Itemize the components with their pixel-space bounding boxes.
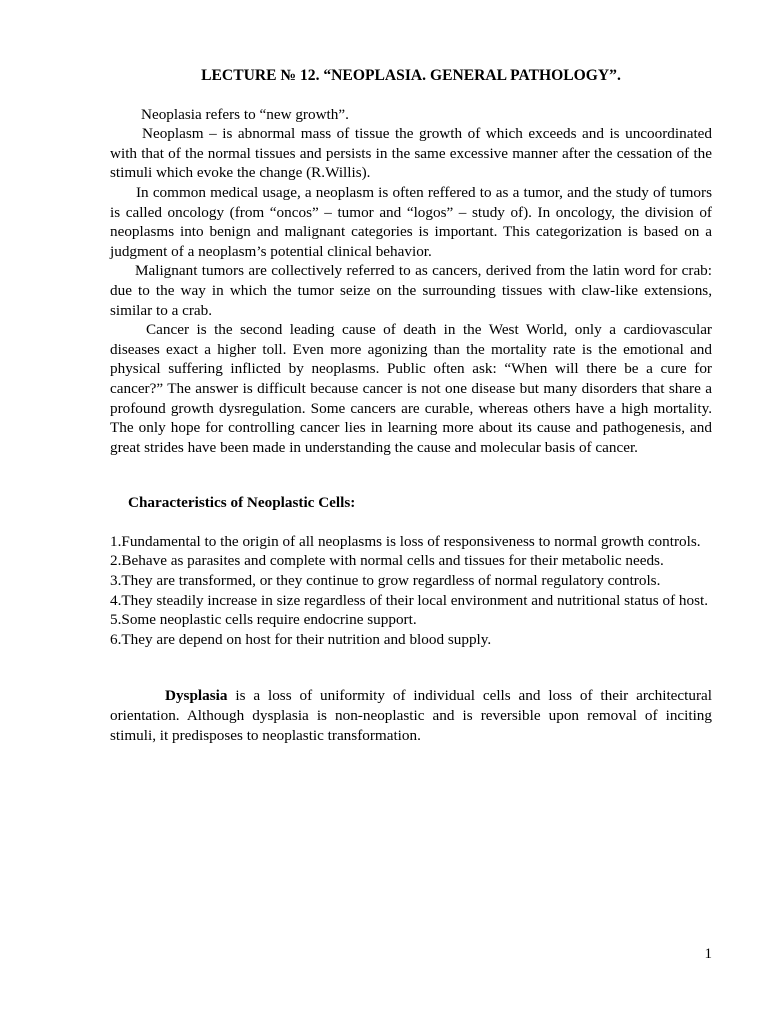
list-item-text: They are depend on host for their nutrition and blood supply.	[121, 630, 492, 648]
characteristics-heading: Characteristics of Neoplastic Cells:	[128, 494, 356, 512]
paragraph-cancer: Cancer is the second leading cause of death in the West World, only a cardiovascular diseases exact a higher toll. Even more agonizing than the mortality rate is the emotional and physical suffering inflicted by neoplasms. Public often ask: “When will there be a cure for cancer?” The answer is difficult because cancer is not one disease but many disorders that share a profound growth dysregulation. Some cancers are curable, whereas others have a high mortality. The only hope for controlling cancer lies in learning more about its cause and pathogenesis, and great strides have been made in understanding the cause and molecular basis of cancer.	[110, 321, 712, 456]
dysplasia-definition: is a loss of uniformity of individual cells and loss of their architectural orientation. Although dysplasia is non-neoplastic and is reversible upon removal of inciting stimuli, it predisposes to neoplastic transformation.	[110, 687, 712, 744]
list-item-number: 5.	[110, 611, 122, 629]
list-item-text: They steadily increase in size regardless of their local environment and nutritional status of host.	[121, 591, 709, 609]
list-item-text: Fundamental to the origin of all neoplasms is loss of responsiveness to normal growth controls.	[121, 532, 701, 550]
list-item-text: They are transformed, or they continue to grow regardless of normal regulatory controls.	[121, 572, 661, 590]
paragraph-malignant-tumors: Malignant tumors are collectively referred to as cancers, derived from the latin word for crab: due to the way in which the tumor seize on the surrounding tissues with claw-like extensions, similar to a crab.	[110, 262, 712, 319]
list-item	[110, 551, 712, 571]
list-item-number: 1.	[110, 532, 122, 550]
list-item-number: 3.	[110, 572, 122, 590]
list-item	[110, 630, 712, 650]
lecture-title: LECTURE № 12. “NEOPLASIA. GENERAL PATHOLOGY”.	[201, 67, 621, 84]
list-item	[110, 571, 712, 591]
list-item	[110, 591, 712, 611]
paragraph-neoplasia-definition: Neoplasia refers to “new growth”.	[141, 105, 349, 123]
list-item-number: 6.	[110, 630, 122, 648]
list-item-text: Some neoplastic cells require endocrine support.	[121, 611, 417, 629]
paragraph-neoplasm-definition: Neoplasm – is abnormal mass of tissue the growth of which exceeds and is uncoordinated with that of the normal tissues and persists in the same excessive manner after the cessation of the stimuli which evoke the change (R.Willis).	[110, 125, 712, 182]
list-item	[110, 532, 712, 552]
paragraph-oncology: In common medical usage, a neoplasm is often reffered to as a tumor, and the study of tumors is called oncology (from “oncos” – tumor and “logos” – study of). In oncology, the division of neoplasms into benign and malignant categories is important. This categorization is based on a judgment of a neoplasm’s potential clinical behavior.	[110, 183, 712, 260]
list-item-number: 4.	[110, 591, 122, 609]
list-item-text: Behave as parasites and complete with normal cells and tissues for their metabolic needs.	[121, 552, 664, 570]
page-number: 1	[704, 946, 712, 962]
document-page	[110, 66, 712, 745]
paragraph-dysplasia	[110, 686, 712, 745]
list-item	[110, 610, 712, 630]
dysplasia-term: Dysplasia	[165, 687, 228, 705]
characteristics-list	[110, 532, 712, 650]
list-item-number: 2.	[110, 552, 122, 570]
